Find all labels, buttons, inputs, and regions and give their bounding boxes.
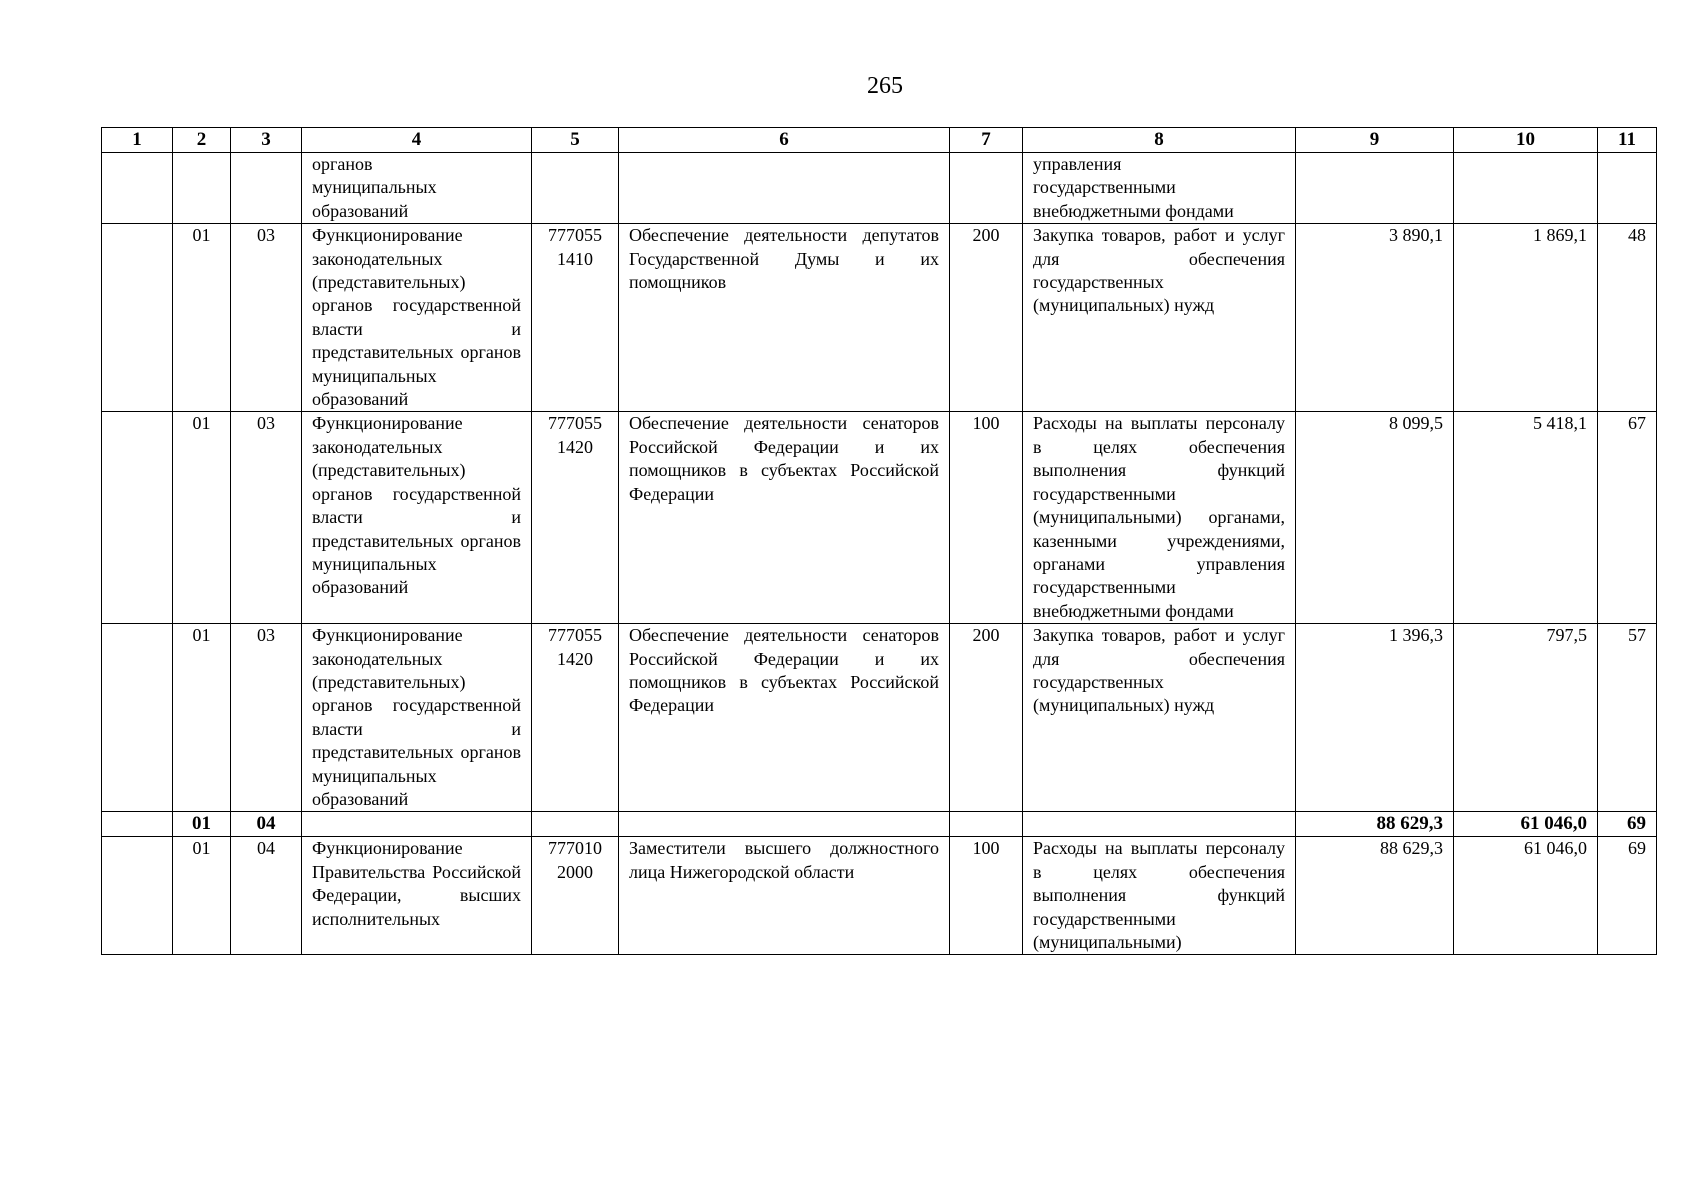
cell-expense-type: 200	[950, 624, 1023, 812]
cell-amount-actual: 61 046,0	[1454, 837, 1598, 955]
column-header: 5	[532, 128, 619, 153]
cell-percent: 57	[1598, 624, 1657, 812]
cell-expense-type: 100	[950, 837, 1023, 955]
cell-expense-type-name: управления государственными внебюджетными фондами	[1023, 153, 1296, 224]
cell-expense-type-name: Расходы на выплаты персоналу в целях обеспечения выполнения функций государственными (муниципальными)	[1023, 837, 1296, 955]
cell-col1	[102, 837, 173, 955]
cell-subsection-name	[302, 812, 532, 837]
cell-col1	[102, 224, 173, 412]
table-row	[102, 837, 1657, 955]
cell-percent	[1598, 153, 1657, 224]
table-row	[102, 153, 1657, 224]
cell-expense-type-name: Закупка товаров, работ и услуг для обеспечения государственных (муниципальных) нужд	[1023, 224, 1296, 412]
cell-section	[173, 153, 231, 224]
cell-subsection-name: Функционирование Правительства Российской Федерации, высших исполнительных	[302, 837, 532, 955]
table-row	[102, 412, 1657, 624]
column-header: 3	[231, 128, 302, 153]
cell-expense-type-name: Закупка товаров, работ и услуг для обеспечения государственных (муниципальных) нужд	[1023, 624, 1296, 812]
table-header-row	[102, 128, 1657, 153]
cell-percent: 69	[1598, 812, 1657, 837]
cell-amount-plan	[1296, 153, 1454, 224]
cell-amount-actual: 61 046,0	[1454, 812, 1598, 837]
cell-percent: 48	[1598, 224, 1657, 412]
cell-col1	[102, 624, 173, 812]
cell-percent: 67	[1598, 412, 1657, 624]
cell-target-name: Заместители высшего должностного лица Нижегородской области	[619, 837, 950, 955]
column-header: 6	[619, 128, 950, 153]
cell-target-name: Обеспечение деятельности сенаторов Российской Федерации и их помощников в субъектах Российской Федерации	[619, 624, 950, 812]
cell-target-code	[532, 812, 619, 837]
column-header: 11	[1598, 128, 1657, 153]
cell-percent: 69	[1598, 837, 1657, 955]
cell-section: 01	[173, 224, 231, 412]
cell-target-code: 777055 1420	[532, 624, 619, 812]
column-header: 7	[950, 128, 1023, 153]
cell-col1	[102, 412, 173, 624]
cell-subsection-name: Функционирование законодательных (представительных) органов государственной власти и представительных органов муниципальных образований	[302, 624, 532, 812]
cell-amount-plan: 1 396,3	[1296, 624, 1454, 812]
cell-subsection-name: Функционирование законодательных (представительных) органов государственной власти и представительных органов муниципальных образований	[302, 412, 532, 624]
cell-expense-type	[950, 812, 1023, 837]
cell-amount-actual: 1 869,1	[1454, 224, 1598, 412]
cell-target-name: Обеспечение деятельности сенаторов Российской Федерации и их помощников в субъектах Российской Федерации	[619, 412, 950, 624]
cell-amount-plan: 88 629,3	[1296, 812, 1454, 837]
column-header: 2	[173, 128, 231, 153]
cell-amount-plan: 3 890,1	[1296, 224, 1454, 412]
cell-amount-actual: 5 418,1	[1454, 412, 1598, 624]
cell-subsection: 03	[231, 224, 302, 412]
page-number: 265	[867, 73, 903, 99]
cell-expense-type-name	[1023, 812, 1296, 837]
cell-target-code	[532, 153, 619, 224]
cell-col1	[102, 812, 173, 837]
cell-target-name	[619, 153, 950, 224]
cell-target-name: Обеспечение деятельности депутатов Государственной Думы и их помощников	[619, 224, 950, 412]
cell-section: 01	[173, 837, 231, 955]
cell-target-code: 777055 1420	[532, 412, 619, 624]
cell-subsection: 04	[231, 837, 302, 955]
table-row	[102, 224, 1657, 412]
column-header: 8	[1023, 128, 1296, 153]
column-header: 1	[102, 128, 173, 153]
cell-target-name	[619, 812, 950, 837]
cell-expense-type: 200	[950, 224, 1023, 412]
table-row	[102, 624, 1657, 812]
cell-target-code: 777010 2000	[532, 837, 619, 955]
cell-expense-type-name: Расходы на выплаты персоналу в целях обеспечения выполнения функций государственными (муниципальными) органами, казенными учреждениями, органами управления государственными внебюджетными фондами	[1023, 412, 1296, 624]
column-header: 10	[1454, 128, 1598, 153]
cell-expense-type: 100	[950, 412, 1023, 624]
cell-expense-type	[950, 153, 1023, 224]
cell-subsection: 03	[231, 412, 302, 624]
cell-subsection: 03	[231, 624, 302, 812]
cell-amount-actual: 797,5	[1454, 624, 1598, 812]
cell-amount-plan: 8 099,5	[1296, 412, 1454, 624]
cell-section: 01	[173, 412, 231, 624]
cell-subsection-name: органов муниципальных образований	[302, 153, 532, 224]
subtotal-row	[102, 812, 1657, 837]
cell-section: 01	[173, 812, 231, 837]
cell-subsection-name: Функционирование законодательных (представительных) органов государственной власти и представительных органов муниципальных образований	[302, 224, 532, 412]
column-header: 9	[1296, 128, 1454, 153]
cell-target-code: 777055 1410	[532, 224, 619, 412]
budget-table	[101, 127, 1657, 955]
cell-section: 01	[173, 624, 231, 812]
cell-amount-plan: 88 629,3	[1296, 837, 1454, 955]
column-header: 4	[302, 128, 532, 153]
cell-subsection	[231, 153, 302, 224]
cell-subsection: 04	[231, 812, 302, 837]
cell-col1	[102, 153, 173, 224]
cell-amount-actual	[1454, 153, 1598, 224]
